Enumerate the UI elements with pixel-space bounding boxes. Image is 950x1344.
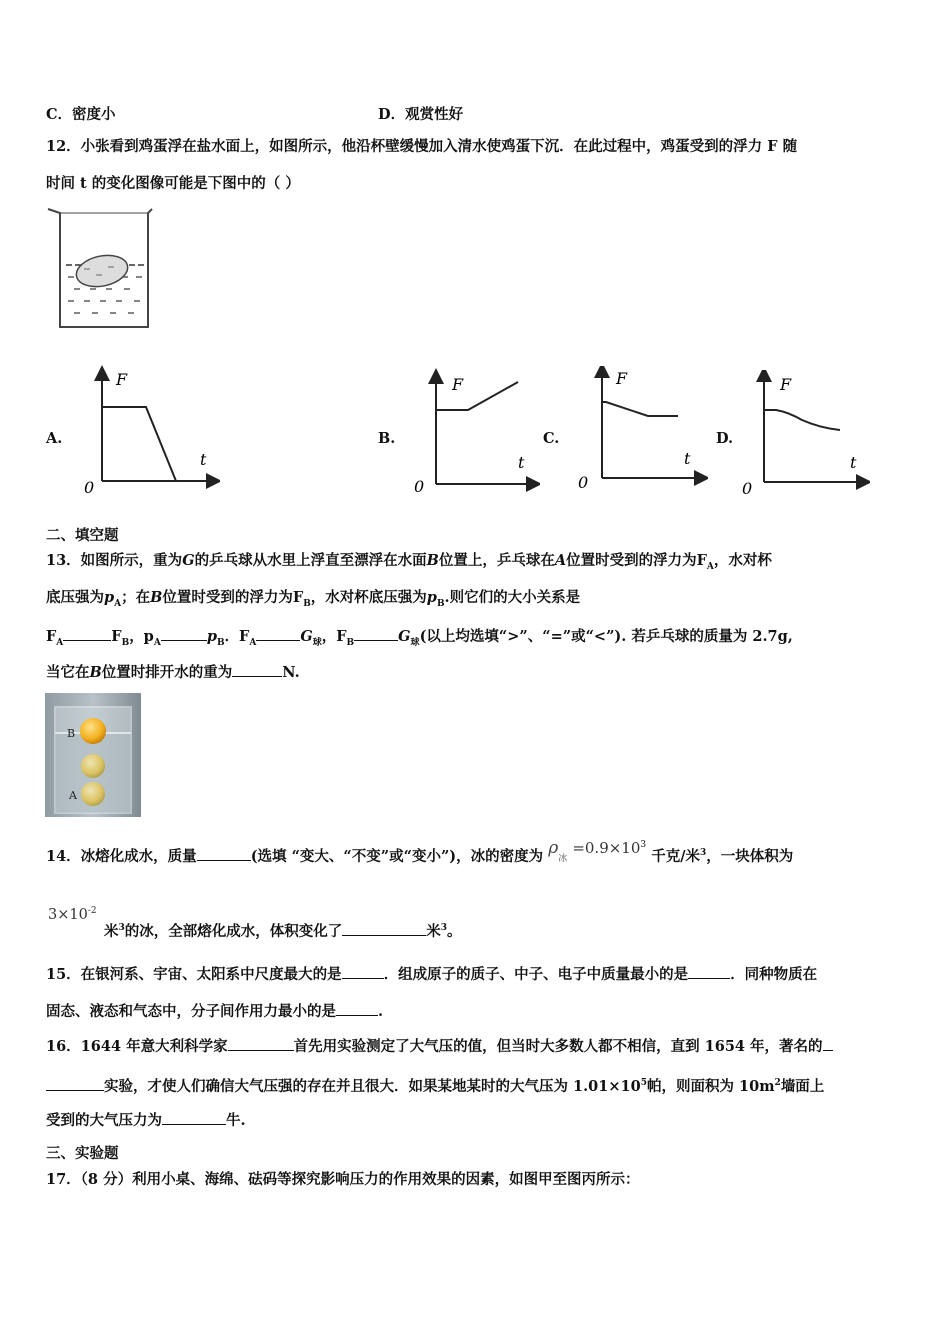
q12-line1: 12．小张看到鸡蛋浮在盐水面上，如图所示，他沿杯壁缓慢加入清水使鸡蛋下沉．在此过程中，鸡蛋受到的浮力 F 随: [46, 138, 798, 155]
graph-b-origin: 0: [414, 477, 425, 496]
graph-label-a: A.: [46, 430, 63, 447]
blank-smallest-mass[interactable]: [688, 964, 730, 979]
q15-line1: 15．在银河系、宇宙、太阳系中尺度最大的是 ．组成原子的质子、中子、电子中质量最小的是 ．同种物质在: [46, 966, 818, 983]
blank-volume-change[interactable]: [342, 921, 426, 936]
photo-label-b: B: [67, 727, 76, 740]
option-c: C．密度小: [46, 106, 116, 123]
blank-scientist[interactable]: [228, 1036, 294, 1051]
option-d: D．观赏性好: [378, 106, 464, 123]
graph-c-y-label: F: [616, 369, 628, 388]
q13-line1: 13．如图所示，重为G的乒乓球从水里上浮直至漂浮在水面B位置上，乒乓球在A位置时受到的浮力为$F_A$，水对杯: [46, 552, 772, 572]
section-fill-blank-title: 二、填空题: [46, 527, 119, 544]
q13-line4: 当它在B位置时排开水的重为 N.: [46, 664, 300, 681]
blank-fa-fb[interactable]: [63, 626, 111, 641]
blank-weakest-force[interactable]: [336, 1001, 378, 1016]
graph-a-y-label: F: [116, 370, 128, 389]
q14-line1: 14．冰熔化成水，质量 (选填 “变大、“不变”或“变小”)，冰的密度为 $\rho_冰 =0.9\times 10^3$ 千克/米$^3$，一块体积为: [46, 837, 794, 865]
graph-c-origin: 0: [578, 473, 589, 492]
q16-line1: 16．1644 年意大利科学家 首先用实验测定了大气压的值，但当时大多数人都不相信，直到 1654 年，著名的: [46, 1036, 833, 1057]
graph-label-d: D.: [716, 430, 734, 447]
blank-experiment-start[interactable]: [823, 1036, 833, 1051]
pingpong-beaker-photo: [45, 693, 141, 817]
blank-experiment[interactable]: [46, 1076, 104, 1091]
q13-line3: $F_A$ $F_B$，$p_A$ $p_B$．$F_A$ $G_球$，$F_B$ $G_球$(以上均选填“>”、“=”或“<”). 若乒乓球的质量为 2.7g,: [46, 628, 793, 648]
graph-d-origin: 0: [742, 479, 753, 498]
graph-d-y-label: F: [780, 375, 792, 394]
blank-largest-scale[interactable]: [342, 964, 384, 979]
blank-mass-change[interactable]: [197, 846, 251, 861]
graph-d-x-label: t: [850, 453, 857, 472]
blank-pressure-force[interactable]: [162, 1110, 226, 1125]
graph-b-x-label: t: [518, 453, 525, 472]
graph-d: [740, 370, 870, 500]
q15-line2: 固态、液态和气态中，分子间作用力最小的是 .: [46, 1003, 384, 1020]
graph-c-x-label: t: [684, 449, 691, 468]
section-experiment-title: 三、实验题: [46, 1145, 119, 1162]
graph-label-c: C.: [543, 430, 560, 447]
q14-line2: 米$^3$的冰，全部熔化成水，体积变化了 米$^3$。: [104, 922, 462, 940]
graph-b: [410, 368, 540, 498]
blank-displaced-weight[interactable]: [232, 662, 282, 677]
graph-c: [576, 366, 708, 496]
q12-line2: 时间 t 的变化图像可能是下图中的（ ）: [46, 175, 300, 192]
photo-label-a: A: [69, 789, 77, 802]
blank-pa-pb[interactable]: [161, 626, 207, 641]
graph-a: [80, 365, 220, 500]
graph-b-y-label: F: [452, 375, 464, 394]
graph-a-origin: 0: [84, 478, 95, 497]
blank-fa-g[interactable]: [256, 626, 300, 641]
graph-a-x-label: t: [200, 450, 207, 469]
blank-fb-g[interactable]: [354, 626, 398, 641]
q13-line2: 底压强为$p_A$；在B位置时受到的浮力为$F_B$，水对杯底压强为$p_B$.则它们的大小关系是: [46, 589, 581, 609]
q16-line3: 受到的大气压力为 牛.: [46, 1112, 246, 1129]
beaker-egg-figure: [44, 205, 156, 331]
q14-volume: $3\times 10^{-2}$: [48, 906, 97, 923]
q17-text: 17．（8 分）利用小桌、海绵、砝码等探究影响压力的作用效果的因素，如图甲至图丙所示：: [46, 1171, 640, 1188]
q16-line2: 实验，才使人们确信大气压强的存在并且很大．如果某地某时的大气压为 $1.01\times 10^5$帕，则面积为 $10m^2$墙面上: [46, 1073, 824, 1097]
graph-label-b: B.: [378, 430, 396, 447]
